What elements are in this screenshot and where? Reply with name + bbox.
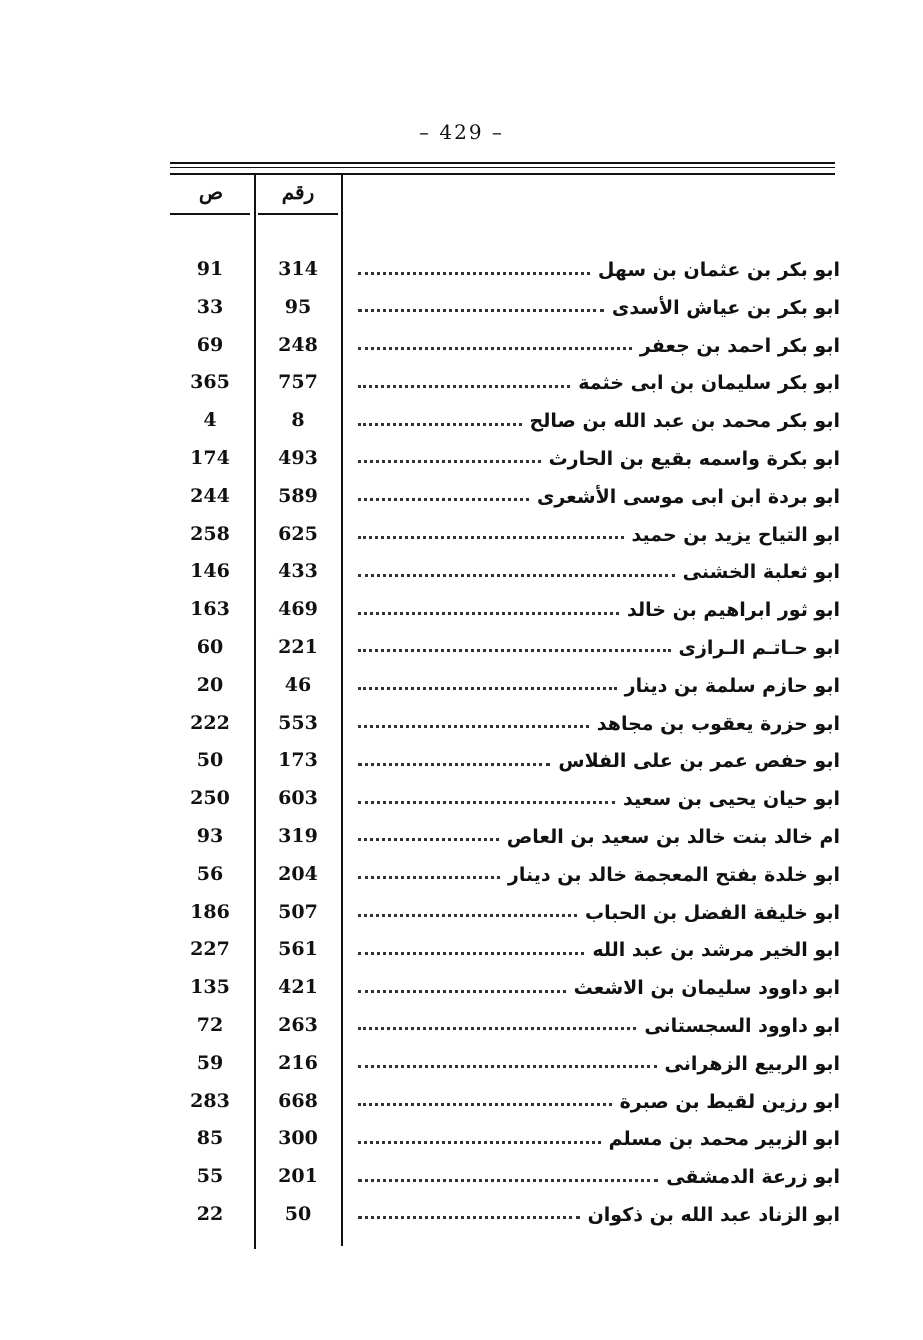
- entry-name: ابو ثور ابراهيم بن خالد: [627, 599, 840, 622]
- entry-name-wrap: [358, 899, 840, 927]
- entry-item-number: 300: [278, 1127, 318, 1150]
- entry-name-wrap: [358, 596, 840, 624]
- entry-page-number: 163: [190, 598, 230, 621]
- index-entry: [170, 628, 840, 666]
- entry-name: ابو الخير مرشد بن عبد الله: [592, 939, 840, 962]
- entry-page-number: 227: [190, 938, 230, 961]
- entry-name: ابو حفص عمر بن على الفلاس: [558, 750, 840, 773]
- index-entry: [170, 1119, 840, 1157]
- entry-name: ابو بكر بن عثمان بن سهل: [597, 259, 840, 281]
- dot-leader: [358, 536, 624, 539]
- entry-name-wrap: [358, 823, 840, 851]
- dot-leader: [358, 1027, 636, 1030]
- entry-page-number: 4: [203, 409, 217, 432]
- dot-leader: [358, 460, 541, 463]
- entry-page-number: 22: [196, 1202, 224, 1225]
- dot-leader: [358, 725, 589, 728]
- entry-item-number: 507: [278, 900, 318, 923]
- entry-name-wrap: [358, 861, 840, 889]
- entry-name: ابو داوود السجستانى: [644, 1014, 840, 1037]
- entry-name-wrap: [358, 521, 840, 549]
- index-entry: [170, 1195, 840, 1233]
- entry-page-number: 250: [190, 787, 230, 810]
- index-entries: [170, 250, 840, 1233]
- dot-leader: [358, 649, 671, 652]
- dot-leader: [358, 1179, 658, 1182]
- entry-item-number: 757: [278, 371, 318, 394]
- header-rule: [170, 173, 835, 175]
- index-entry: [170, 666, 840, 704]
- entry-name: ابو داوود سليمان بن الاشعث: [573, 977, 840, 1000]
- entry-item-number: 589: [278, 484, 318, 507]
- dot-leader: [358, 838, 499, 841]
- entry-name: ابو خلدة بفتح المعجمة خالد بن دينار: [507, 863, 840, 886]
- index-entry: [170, 855, 840, 893]
- entry-name-wrap: [358, 672, 840, 700]
- entry-name: ام خالد بنت خالد بن سعيد بن العاص: [506, 825, 840, 848]
- entry-page-number: 33: [196, 295, 224, 318]
- dot-leader: [358, 498, 529, 501]
- entry-name: ابو الربيع الزهرانى: [664, 1052, 840, 1075]
- entry-item-number: 319: [278, 824, 318, 847]
- index-entry: [170, 1157, 840, 1195]
- index-entry: [170, 477, 840, 515]
- entry-page-number: 91: [196, 258, 224, 280]
- entry-name-wrap: [358, 294, 840, 322]
- entry-name: ابو الزناد عبد الله بن ذكوان: [587, 1203, 840, 1226]
- entry-name-wrap: [358, 747, 840, 775]
- index-entry: [170, 363, 840, 401]
- entry-name-wrap: [358, 1012, 840, 1040]
- index-entry: [170, 817, 840, 855]
- dot-leader: [358, 687, 617, 690]
- entry-page-number: 146: [190, 560, 230, 583]
- entry-name-wrap: [358, 445, 840, 473]
- entry-item-number: 50: [284, 1202, 312, 1225]
- entry-name-wrap: [358, 332, 840, 360]
- page-column-header: ص: [198, 180, 224, 204]
- entry-page-number: 20: [196, 673, 224, 696]
- dot-leader: [358, 914, 577, 917]
- entry-page-number: 55: [196, 1165, 224, 1188]
- index-entry: [170, 779, 840, 817]
- entry-page-number: 174: [190, 446, 230, 469]
- entry-page-number: 365: [190, 371, 230, 394]
- entry-name: ابو بكرة واسمه بقيع بن الحارث: [548, 447, 840, 470]
- entry-page-number: 72: [196, 1013, 224, 1036]
- dot-leader: [358, 1103, 612, 1106]
- entry-name: ابو التياح يزيد بن حميد: [631, 523, 840, 546]
- column-header-underline: [170, 213, 250, 215]
- dot-leader: [358, 801, 615, 804]
- index-entry: [170, 401, 840, 439]
- dot-leader: [358, 385, 570, 388]
- entry-item-number: 493: [278, 446, 318, 469]
- index-entry: [170, 250, 840, 288]
- entry-name: ابو بكر سليمان بن ابى خثمة: [578, 372, 840, 395]
- entry-item-number: 8: [291, 409, 305, 432]
- number-column-header: رقم: [281, 180, 315, 204]
- entry-page-number: 85: [196, 1127, 224, 1150]
- entry-name-wrap: [358, 710, 840, 738]
- entry-item-number: 46: [284, 673, 312, 696]
- entry-name-wrap: [358, 256, 840, 284]
- entry-item-number: 263: [278, 1013, 318, 1036]
- entry-name: ابو خليفة الفضل بن الحباب: [585, 901, 840, 924]
- entry-item-number: 668: [278, 1089, 318, 1112]
- entry-name-wrap: [358, 1163, 840, 1191]
- dot-leader: [358, 612, 619, 615]
- entry-page-number: 222: [190, 711, 230, 734]
- entry-name-wrap: [358, 369, 840, 397]
- index-entry: [170, 439, 840, 477]
- entry-name: ابو حزرة يعقوب بن مجاهد: [596, 712, 840, 735]
- dot-leader: [358, 1141, 601, 1144]
- dot-leader: [358, 423, 522, 426]
- index-entry: [170, 893, 840, 931]
- entry-item-number: 201: [278, 1165, 318, 1188]
- index-entry: [170, 704, 840, 742]
- entry-name: ابو ثعلبة الخشنى: [682, 561, 840, 584]
- column-header-underline: [258, 213, 338, 215]
- entry-item-number: 553: [278, 711, 318, 734]
- entry-item-number: 603: [278, 787, 318, 810]
- entry-name: ابو زرعة الدمشقى: [666, 1166, 840, 1189]
- entry-name: ابو بردة ابن ابى موسى الأشعرى: [536, 485, 840, 508]
- entry-item-number: 216: [278, 1051, 318, 1074]
- entry-page-number: 93: [196, 824, 224, 847]
- entry-name: ابو بكر احمد بن جعفر: [639, 334, 840, 357]
- entry-name-wrap: [358, 558, 840, 586]
- index-entry: [170, 552, 840, 590]
- entry-name: ابو رزين لقيط بن صبرة: [619, 1090, 840, 1113]
- entry-item-number: 173: [278, 749, 318, 772]
- dot-leader: [358, 1065, 657, 1068]
- entry-name: ابو حازم سلمة بن دينار: [624, 674, 840, 697]
- entry-page-number: 135: [190, 976, 230, 999]
- entry-name-wrap: [358, 1050, 840, 1078]
- index-entry: [170, 968, 840, 1006]
- dot-leader: [358, 1216, 580, 1219]
- entry-page-number: 59: [196, 1051, 224, 1074]
- dot-leader: [358, 990, 566, 993]
- entry-item-number: 433: [278, 560, 318, 583]
- header-rule: [170, 167, 835, 168]
- entry-name-wrap: [358, 974, 840, 1002]
- dot-leader: [358, 574, 675, 577]
- dot-leader: [358, 309, 604, 312]
- entry-item-number: 421: [278, 976, 318, 999]
- header-rule: [170, 162, 835, 164]
- index-entry: [170, 930, 840, 968]
- entry-item-number: 248: [278, 333, 318, 356]
- entry-name: ابو بكر بن عياش الأسدى: [611, 296, 840, 319]
- entry-item-number: 204: [278, 862, 318, 885]
- entry-page-number: 60: [196, 635, 224, 658]
- entry-name-wrap: [358, 936, 840, 964]
- entry-item-number: 625: [278, 522, 318, 545]
- dot-leader: [358, 272, 590, 275]
- index-entry: [170, 1082, 840, 1120]
- entry-name-wrap: [358, 1125, 840, 1153]
- entry-page-number: 258: [190, 522, 230, 545]
- entry-name-wrap: [358, 634, 840, 662]
- entry-item-number: 221: [278, 635, 318, 658]
- entry-name-wrap: [358, 483, 840, 511]
- entry-name: ابو الزبير محمد بن مسلم: [608, 1128, 840, 1151]
- entry-name-wrap: [358, 407, 840, 435]
- entry-page-number: 283: [190, 1089, 230, 1112]
- entry-page-number: 56: [196, 862, 224, 885]
- index-entry: [170, 590, 840, 628]
- entry-page-number: 186: [190, 900, 230, 923]
- entry-item-number: 561: [278, 938, 318, 961]
- entry-name-wrap: [358, 1088, 840, 1116]
- entry-name: ابو حيان يحيى بن سعيد: [623, 788, 840, 811]
- dot-leader: [358, 876, 500, 879]
- index-entry: [170, 741, 840, 779]
- entry-page-number: 50: [196, 749, 224, 772]
- entry-name: ابو حـاتـم الـرازى: [678, 636, 840, 659]
- index-entry: [170, 326, 840, 364]
- entry-page-number: 244: [190, 484, 230, 507]
- page-number: – 429 –: [419, 120, 504, 144]
- index-entry: [170, 515, 840, 553]
- dot-leader: [358, 347, 632, 350]
- dot-leader: [358, 952, 584, 955]
- entry-name-wrap: [358, 785, 840, 813]
- index-entry: [170, 288, 840, 326]
- dot-leader: [358, 763, 550, 766]
- index-entry: [170, 1044, 840, 1082]
- entry-name: ابو بكر محمد بن عبد الله بن صالح: [529, 410, 840, 433]
- entry-page-number: 69: [196, 333, 224, 356]
- entry-item-number: 314: [278, 258, 318, 280]
- index-entry: [170, 1006, 840, 1044]
- entry-name-wrap: [358, 1201, 840, 1229]
- entry-item-number: 95: [284, 295, 312, 318]
- entry-item-number: 469: [278, 598, 318, 621]
